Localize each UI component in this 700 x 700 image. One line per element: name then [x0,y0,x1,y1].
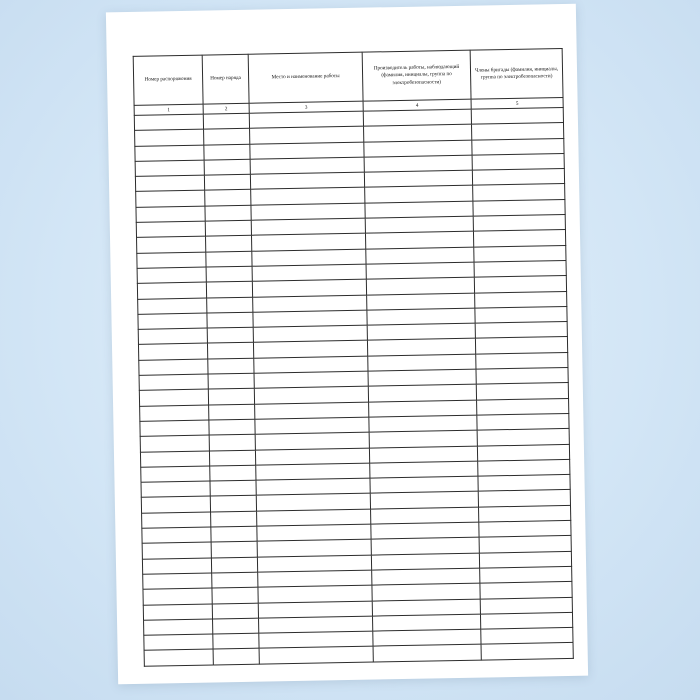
table-cell[interactable] [143,604,212,621]
table-cell[interactable] [473,215,565,232]
table-cell[interactable] [135,160,204,177]
table-cell[interactable] [143,573,212,590]
table-cell[interactable] [474,260,566,277]
table-cell[interactable] [204,129,250,145]
table-cell[interactable] [141,496,210,513]
table-cell[interactable] [478,475,570,492]
table-cell[interactable] [474,276,566,293]
table-body [134,107,573,665]
table-cell[interactable] [207,312,253,328]
table-cell[interactable] [477,444,569,461]
table-cell[interactable] [213,649,259,665]
table-cell[interactable] [479,505,571,522]
table-cell[interactable] [478,490,570,507]
table-cell[interactable] [207,343,253,359]
table-cell[interactable] [475,322,567,339]
table-cell[interactable] [205,205,251,221]
table-cell[interactable] [144,649,213,666]
table-cell[interactable] [207,327,253,343]
table-cell[interactable] [210,465,256,481]
table-cell[interactable] [477,413,569,430]
table-cell[interactable] [212,572,258,588]
paper-sheet [106,4,588,684]
table-cell[interactable] [206,236,252,252]
table-cell[interactable] [204,159,250,175]
table-cell[interactable] [140,405,209,422]
table-cell[interactable] [471,123,563,140]
table-cell[interactable] [138,328,207,345]
table-cell[interactable] [208,358,254,374]
column-header-3: Место и наименование работы [248,52,363,103]
column-header-4: Производитель работы, наблюдающий (фамилия, инициалы, группа по электробезопасности) [362,50,471,101]
table-cell[interactable] [471,107,563,124]
table-cell[interactable] [204,144,250,160]
table-cell[interactable] [141,481,210,498]
table-cell[interactable] [481,628,573,645]
table-cell[interactable] [211,511,257,527]
table-cell[interactable] [477,429,569,446]
table-cell[interactable] [472,169,564,186]
column-number-5: 5 [471,98,563,110]
table-cell[interactable] [140,420,209,437]
table-cell[interactable] [144,619,213,636]
table-cell[interactable] [472,138,564,155]
column-number-2: 2 [203,103,249,114]
table-cell[interactable] [474,245,566,262]
table-cell[interactable] [480,566,572,583]
table-cell[interactable] [211,526,257,542]
header-row [133,49,563,106]
table-cell[interactable] [479,520,571,537]
table-cell[interactable] [135,129,204,146]
table-cell[interactable] [208,389,254,405]
table-cell[interactable] [479,551,571,568]
table-cell[interactable] [140,435,209,452]
column-header-5: Члены бригады (фамилия, инициалы, группа по электробезопасности) [470,49,563,100]
table-cell[interactable] [475,291,567,308]
table-cell[interactable] [479,536,571,553]
table-cell[interactable] [211,541,257,557]
table-cell[interactable] [473,199,565,216]
column-number-4: 4 [363,99,471,111]
table-cell[interactable] [136,191,205,208]
column-number-3: 3 [249,101,363,113]
table-cell[interactable] [142,542,211,559]
table-cell[interactable] [373,644,481,661]
table-cell[interactable] [139,359,208,376]
table-cell[interactable] [141,466,210,483]
table-cell[interactable] [210,496,256,512]
table-cell[interactable] [138,298,207,315]
table-cell[interactable] [204,174,250,190]
table-cell[interactable] [138,313,207,330]
table-cell[interactable] [209,404,255,420]
table-cell[interactable] [481,643,573,660]
table-cell[interactable] [208,373,254,389]
table-cell[interactable] [144,634,213,651]
table-cell[interactable] [213,633,259,649]
table-cell[interactable] [143,588,212,605]
table-cell[interactable] [212,603,258,619]
table-cell[interactable] [209,419,255,435]
table-cell[interactable] [476,352,568,369]
table-cell[interactable] [212,587,258,603]
table-cell[interactable] [137,267,206,284]
table-cell[interactable] [139,374,208,391]
table-cell[interactable] [136,206,205,223]
table-cell[interactable] [213,618,259,634]
table-cell[interactable] [473,184,565,201]
table-cell[interactable] [140,451,209,468]
table-cell[interactable] [480,582,572,599]
table-cell[interactable] [135,145,204,162]
table-cell[interactable] [476,368,568,385]
table-cell[interactable] [134,114,203,131]
table-cell[interactable] [259,646,373,663]
table-cell[interactable] [480,612,572,629]
table-cell[interactable] [209,434,255,450]
table-cell[interactable] [206,251,252,267]
sheet-content [133,48,568,666]
table-cell[interactable] [205,220,251,236]
column-number-1: 1 [134,104,203,115]
table-head [133,49,563,116]
table-cell[interactable] [472,153,564,170]
column-header-2: Номер наряда [202,54,249,104]
column-header-1: Номер распоряжения [133,55,203,105]
journal-table [133,48,574,666]
table-cell[interactable] [478,459,570,476]
table-cell[interactable] [477,398,569,415]
table-cell[interactable] [139,389,208,406]
table-cell[interactable] [209,450,255,466]
table-cell[interactable] [475,337,567,354]
table-cell[interactable] [142,512,211,529]
table-cell[interactable] [137,236,206,253]
table-cell[interactable] [210,480,256,496]
table-cell[interactable] [135,175,204,192]
table-cell[interactable] [207,297,253,313]
table-cell[interactable] [136,221,205,238]
table-cell[interactable] [142,527,211,544]
table-cell[interactable] [137,252,206,269]
table-cell[interactable] [137,282,206,299]
table-cell[interactable] [476,383,568,400]
table-cell[interactable] [473,230,565,247]
table-cell[interactable] [205,190,251,206]
table-cell[interactable] [211,557,257,573]
table-cell[interactable] [142,558,211,575]
table-cell[interactable] [203,113,249,129]
table-cell[interactable] [475,306,567,323]
table-cell[interactable] [480,597,572,614]
table-cell[interactable] [206,266,252,282]
table-cell[interactable] [138,344,207,361]
table-cell[interactable] [206,281,252,297]
